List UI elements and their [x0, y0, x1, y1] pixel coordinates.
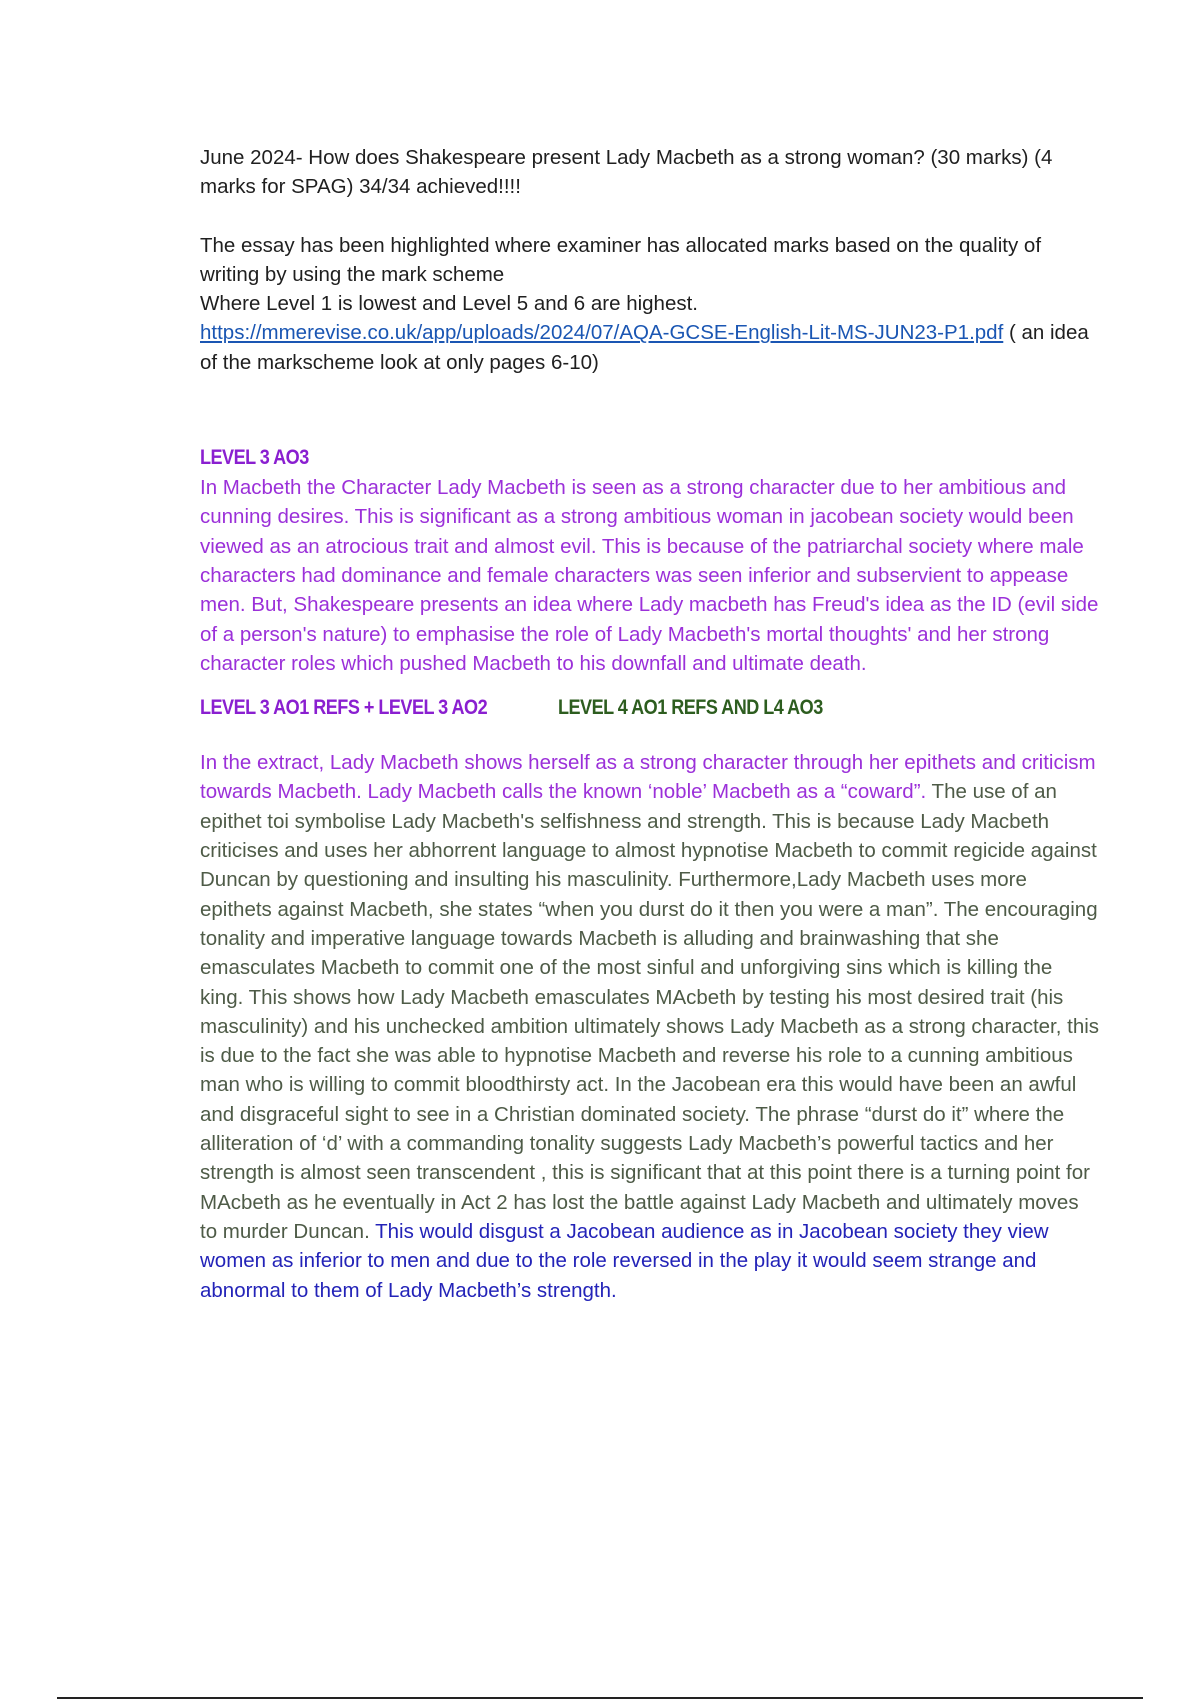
markscheme-link[interactable]: https://mmerevise.co.uk/app/uploads/2024/07/AQA-GCSE-English-Lit-MS-JUN23-P1.pdf [200, 321, 1004, 345]
section2-heading-row [200, 692, 1100, 722]
spacer [200, 202, 1100, 231]
question-line: June 2024- How does Shakespeare present Lady Macbeth as a strong woman? (30 marks) (4 marks for SPAG) 34/34 achieved!!!! [200, 146, 1053, 199]
section1-heading-row [200, 443, 1100, 473]
spacer [200, 722, 1100, 748]
section2-paragraph [200, 748, 1100, 1305]
spacer [200, 377, 1100, 435]
markscheme-reference [200, 318, 1100, 377]
section2-blue-text: This would disgust a Jacobean audience as in Jacobean society they view women as inferior to men and due to the role reversed in the play it would seem strange and abnormal to them of Lady Macbeth’s strength. [200, 1219, 1049, 1302]
page-bottom-rule [57, 1697, 1143, 1699]
section2-purple-text: In the extract, Lady Macbeth shows herself as a strong character through her epithets and criticism towards Macbeth. Lady Macbeth calls the known ‘noble’ Macbeth as a “coward”. [200, 751, 1096, 804]
explanation-line-2: Where Level 1 is lowest and Level 5 and 6 are highest. [200, 292, 698, 316]
document-page [200, 143, 1100, 1305]
section1-heading: LEVEL 3 AO3 [200, 446, 309, 470]
section2-heading-ao1-ao2: LEVEL 3 AO1 REFS + LEVEL 3 AO2 [200, 695, 488, 719]
section2-heading-l4: LEVEL 4 AO1 REFS AND L4 AO3 [557, 695, 823, 719]
section1-paragraph: In Macbeth the Character Lady Macbeth is seen as a strong character due to her ambitious and cunning desires. This is significant as a strong ambitious woman in jacobean society would been viewed as an atrocious trait and almost evil. This is because of the patriarchal society where male characters had dominance and female characters was seen inferior and subservient to appease men. But, Shakespeare presents an idea where Lady macbeth has Freud's idea as the ID (evil side of a person's nature) to emphasise the role of Lady Macbeth's mortal thoughts' and her strong character roles which pushed Macbeth to his downfall and ultimate death. [200, 476, 1099, 675]
section2-green-text: The use of an epithet toi symbolise Lady Macbeth's selfishness and strength. This is because Lady Macbeth criticises and uses her abhorrent language to almost hypnotise Macbeth to commit regicide against Duncan by questioning and insulting his masculinity. Furthermore,Lady Macbeth uses more epithets against Macbeth, she states “when you durst do it then you were a man”. The encouraging tonality and imperative language towards Macbeth is alluding and brainwashing that she emasculates Macbeth to commit one of the most sinful and unforgiving sins which is killing the king. This shows how Lady Macbeth emasculates MAcbeth by testing his most desired trait (his masculinity) and his unchecked ambition ultimately shows Lady Macbeth as a strong character, this is due to the fact she was able to hypnotise Macbeth and reverse his role to a cunning ambitious man who is willing to commit bloodthirsty act. In the Jacobean era this would have been an awful and disgraceful sight to see in a Christian dominated society. The phrase “durst do it” where the alliteration of ‘d’ with a commanding tonality suggests Lady Macbeth’s powerful tactics and her strength is almost seen transcendent , this is significant that at this point there is a turning point for MAcbeth as he eventually in Act 2 has lost the battle against Lady Macbeth and ultimately moves to murder Duncan. [200, 780, 1100, 1243]
explanation-line-1: The essay has been highlighted where examiner has allocated marks based on the quality of writing by using the mark scheme [200, 233, 1042, 286]
markscheme-note: ( an idea of the markscheme look at only pages 6-10) [200, 321, 1089, 374]
